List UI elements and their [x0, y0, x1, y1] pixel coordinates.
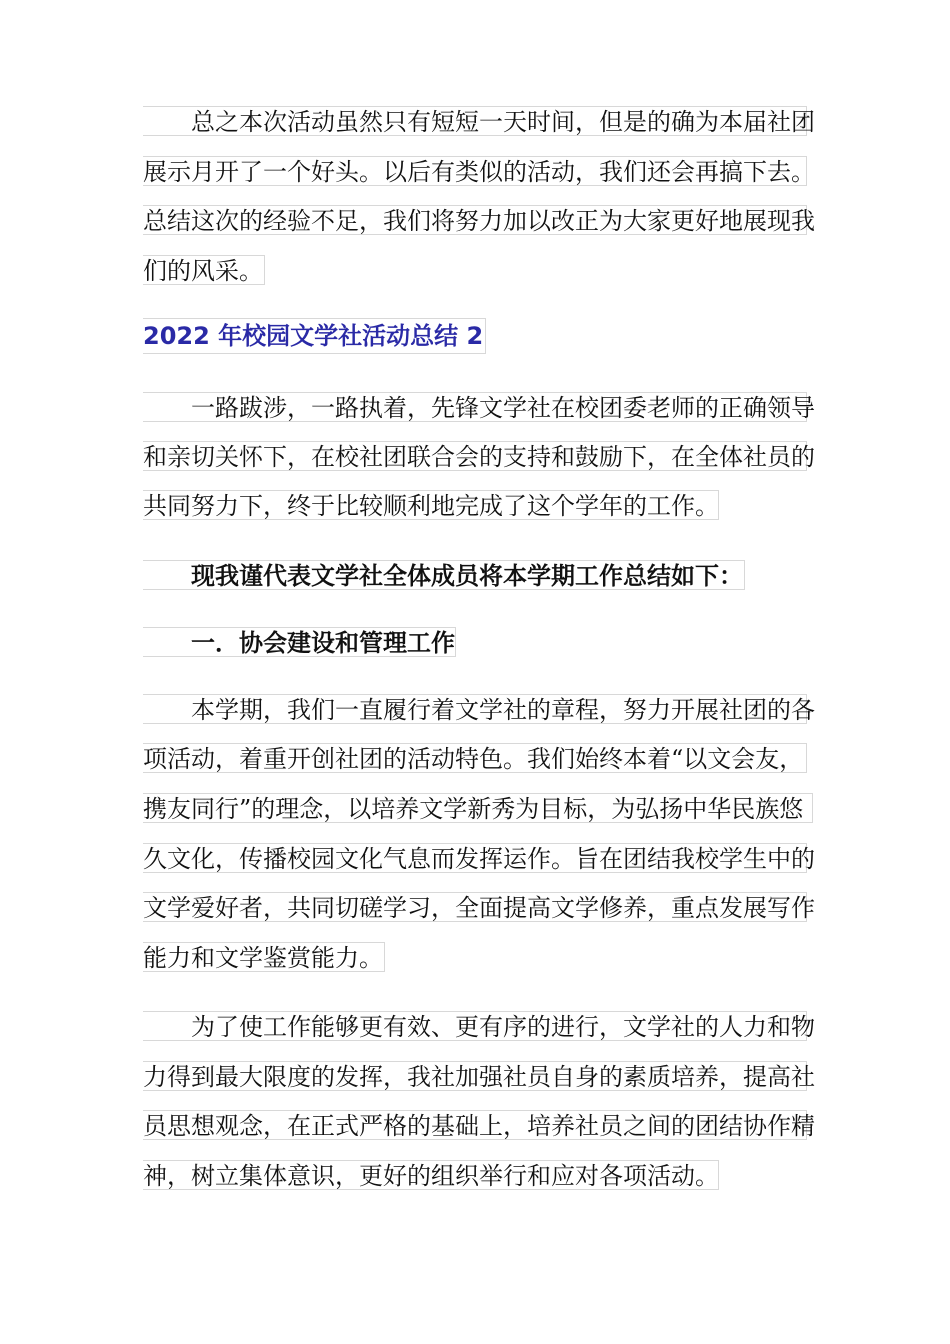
- paragraph-line: 久文化，传播校园文化气息而发挥运作。旨在团结我校学生中的: [143, 845, 815, 873]
- paragraph-line: 总之本次活动虽然只有短短一天时间，但是的确为本届社团: [143, 106, 807, 136]
- paragraph-line: 项活动，着重开创社团的活动特色。我们始终本着“以文会友，: [143, 743, 807, 773]
- paragraph-line: 神，树立集体意识，更好的组织举行和应对各项活动。: [143, 1162, 719, 1190]
- paragraph-line: 共同努力下，终于比较顺利地完成了这个学年的工作。: [143, 492, 719, 520]
- paragraph-line: 力得到最大限度的发挥，我社加强社员自身的素质培养，提高社: [143, 1063, 815, 1091]
- paragraph-line: 们的风采。: [143, 257, 263, 285]
- paragraph-line: 展示月开了一个好头。以后有类似的活动，我们还会再搞下去。: [143, 158, 815, 186]
- paragraph-line: 总结这次的经验不足，我们将努力加以改正为大家更好地展现我: [143, 207, 815, 235]
- paragraph-line: 员思想观念，在正式严格的基础上，培养社员之间的团结协作精: [143, 1112, 815, 1140]
- paragraph-line: 一路跋涉，一路执着，先锋文学社在校团委老师的正确领导: [143, 392, 807, 422]
- summary-intro: 现我谨代表文学社全体成员将本学期工作总结如下：: [143, 560, 745, 590]
- paragraph-line: 为了使工作能够更有效、更有序的进行，文学社的人力和物: [143, 1011, 807, 1041]
- paragraph-line: 文学爱好者，共同切磋学习，全面提高文学修养，重点发展写作: [143, 894, 815, 922]
- paragraph-line: 本学期，我们一直履行着文学社的章程，努力开展社团的各: [143, 694, 807, 724]
- section-heading: 2022 年校园文学社活动总结 2: [143, 318, 486, 354]
- paragraph-line: 和亲切关怀下，在校社团联合会的支持和鼓励下，在全体社员的: [143, 443, 815, 471]
- paragraph-line: 能力和文学鉴赏能力。: [143, 944, 383, 972]
- subsection-heading: 一．协会建设和管理工作: [143, 627, 456, 657]
- paragraph-line: 携友同行”的理念，以培养文学新秀为目标，为弘扬中华民族悠: [143, 793, 813, 823]
